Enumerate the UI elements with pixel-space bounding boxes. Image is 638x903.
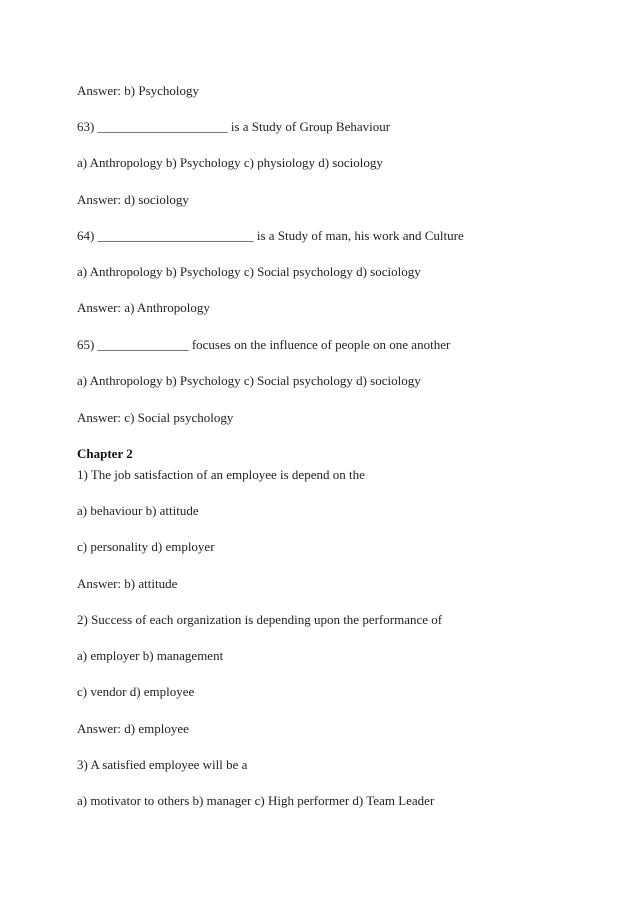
answer-line: Answer: b) attitude [77, 576, 178, 591]
answer-line: Answer: b) Psychology [77, 83, 200, 98]
answer-line: Answer: c) Social psychology [77, 410, 234, 425]
options-line: a) Anthropology b) Psychology c) Social psychology d) sociology [77, 373, 421, 388]
question-line: 2) Success of each organization is depending upon the performance of [77, 612, 443, 627]
options-line: a) Anthropology b) Psychology c) physiology d) sociology [77, 155, 383, 170]
options-line: a) Anthropology b) Psychology c) Social psychology d) sociology [77, 264, 421, 279]
question-line: 1) The job satisfaction of an employee is depend on the [77, 467, 365, 482]
question-line: 64) ________________________ is a Study of man, his work and Culture [77, 228, 464, 243]
options-line: a) motivator to others b) manager c) High performer d) Team Leader [77, 793, 435, 808]
answer-line: Answer: d) employee [77, 721, 189, 736]
answer-line: Answer: d) sociology [77, 192, 189, 207]
options-line: c) vendor d) employee [77, 684, 195, 699]
chapter-heading: Chapter 2 [77, 446, 133, 461]
answer-line: Answer: a) Anthropology [77, 300, 210, 315]
question-line: 63) ____________________ is a Study of Group Behaviour [77, 119, 391, 134]
question-line: 3) A satisfied employee will be a [77, 757, 248, 772]
question-line: 65) ______________ focuses on the influence of people on one another [77, 337, 451, 352]
options-line: a) behaviour b) attitude [77, 503, 199, 518]
options-line: a) employer b) management [77, 648, 224, 663]
options-line: c) personality d) employer [77, 539, 215, 554]
